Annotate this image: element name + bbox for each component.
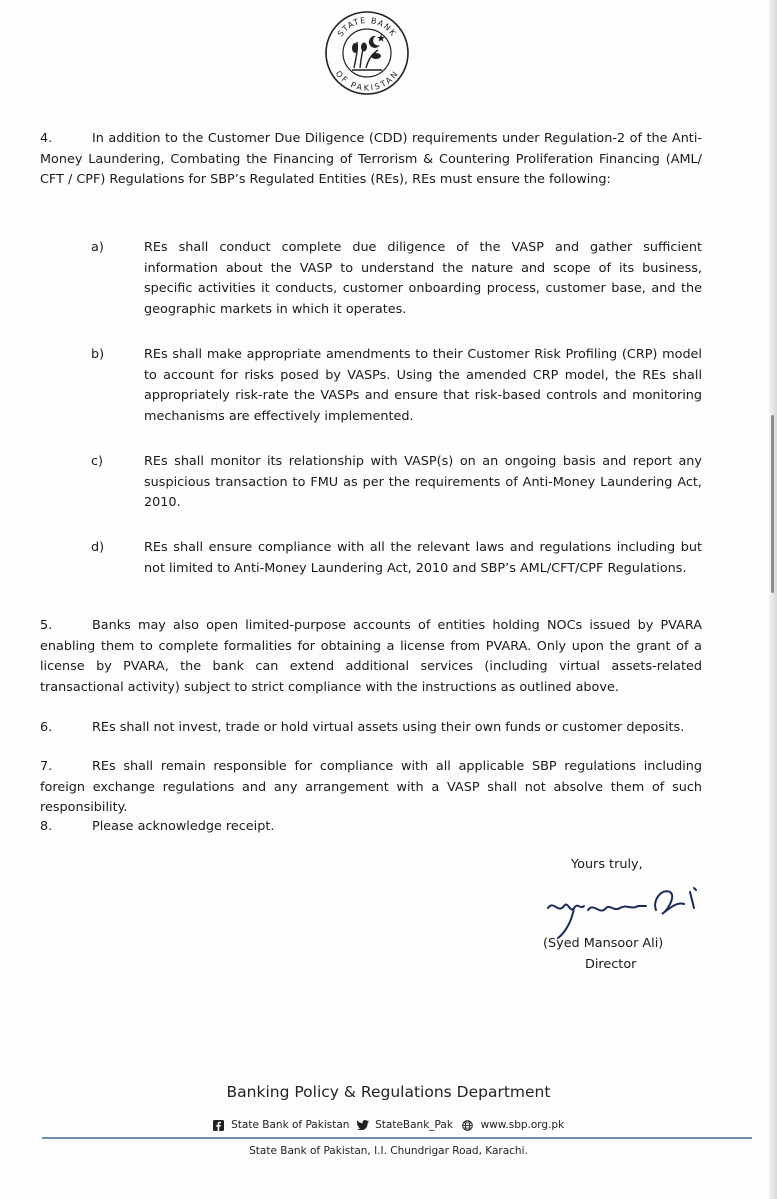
- paragraph-4: [40, 129, 702, 191]
- paragraph-number: 5.: [40, 618, 53, 633]
- paragraph-text: REs shall not invest, trade or hold virtual assets using their own funds or customer deposits.: [92, 720, 685, 735]
- paragraph-5: [40, 616, 702, 698]
- footer-divider: [42, 1137, 752, 1139]
- list-item-a: [91, 238, 702, 320]
- svg-text:OF PAKISTAN: [334, 69, 401, 92]
- list-item-label: b): [91, 347, 105, 362]
- facebook-link[interactable]: State Bank of Pakistan: [231, 1119, 350, 1131]
- paragraph-number: 4.: [40, 131, 53, 146]
- list-item-label: d): [91, 540, 105, 555]
- list-item-text: REs shall monitor its relationship with VASP(s) on an ongoing basis and report any suspicious transaction to FMU as per the requirements of Anti-Money Laundering Act, 2010.: [144, 454, 702, 510]
- paragraph-8: [40, 817, 702, 838]
- seal-text-top: STATE BANK: [335, 15, 399, 39]
- paragraph-text: In addition to the Customer Due Diligence (CDD) requirements under Regulation-2 of the Anti-Money Laundering, Combating the Financing of Terrorism & Countering Proliferation Financing (AML/ CFT / CPF) Regulations for SBP’s Regulated Entities (REs), REs must ensure the following:: [40, 131, 702, 187]
- svg-text:STATE BANK: [336, 16, 398, 38]
- list-item-text: REs shall conduct complete due diligence of the VASP and gather sufficient information about the VASP to understand the nature and scope of its business, specific activities it conducts, customer onboarding process, customer base, and the geographic markets in which it operates.: [144, 240, 702, 317]
- scrollbar-thumb[interactable]: [771, 415, 774, 593]
- facebook-icon: [213, 1119, 224, 1131]
- list-item-b: [91, 345, 702, 427]
- list-item-c: [91, 452, 702, 514]
- paragraph-7: [40, 757, 702, 819]
- salutation: Yours truly,: [571, 857, 643, 872]
- paragraph-number: 6.: [40, 720, 53, 735]
- page-edge: [769, 0, 777, 1199]
- paragraph-text: Please acknowledge receipt.: [92, 819, 275, 834]
- paragraph-text: Banks may also open limited-purpose accounts of entities holding NOCs issued by PVARA enabling them to complete formalities for obtaining a license from PVARA. Only upon the grant of a license by PVARA, the bank can extend additional services (including virtual assets-related transactional activity) subject to strict compliance with the instructions as outlined above.: [40, 618, 702, 695]
- paragraph-text: REs shall remain responsible for compliance with all applicable SBP regulations including foreign exchange regulations and any arrangement with a VASP shall not absolve them of such responsibility.: [40, 759, 702, 815]
- department-name: Banking Policy & Regulations Department: [226, 1083, 551, 1101]
- signature-image: [544, 880, 704, 942]
- list-item-text: REs shall ensure compliance with all the relevant laws and regulations including but not limited to Anti-Money Laundering Act, 2010 and SBP’s AML/CFT/CPF Regulations.: [144, 540, 702, 576]
- list-item-label: a): [91, 240, 104, 255]
- list-item-label: c): [91, 454, 104, 469]
- paragraph-number: 8.: [40, 819, 53, 834]
- twitter-icon: [357, 1119, 369, 1131]
- list-item-d: [91, 538, 702, 579]
- paragraph-6: [40, 718, 702, 739]
- sbp-seal-logo: [324, 10, 410, 96]
- signatory-name: (Syed Mansoor Ali): [543, 936, 664, 951]
- globe-icon: [462, 1119, 473, 1131]
- footer-address: State Bank of Pakistan, I.I. Chundrigar Road, Karachi.: [249, 1145, 528, 1157]
- list-item-text: REs shall make appropriate amendments to their Customer Risk Profiling (CRP) model to account for risks posed by VASPs. Using the amended CRP model, the REs shall appropriately risk-rate the VASPs and ensure that risk-based controls and monitoring mechanisms are effectively implemented.: [144, 347, 702, 424]
- website-link[interactable]: www.sbp.org.pk: [480, 1119, 565, 1131]
- twitter-link[interactable]: StateBank_Pak: [375, 1119, 453, 1131]
- social-links: [0, 1119, 777, 1131]
- seal-text-bottom: OF PAKISTAN: [333, 69, 401, 93]
- signatory-title: Director: [585, 957, 637, 972]
- paragraph-number: 7.: [40, 759, 53, 774]
